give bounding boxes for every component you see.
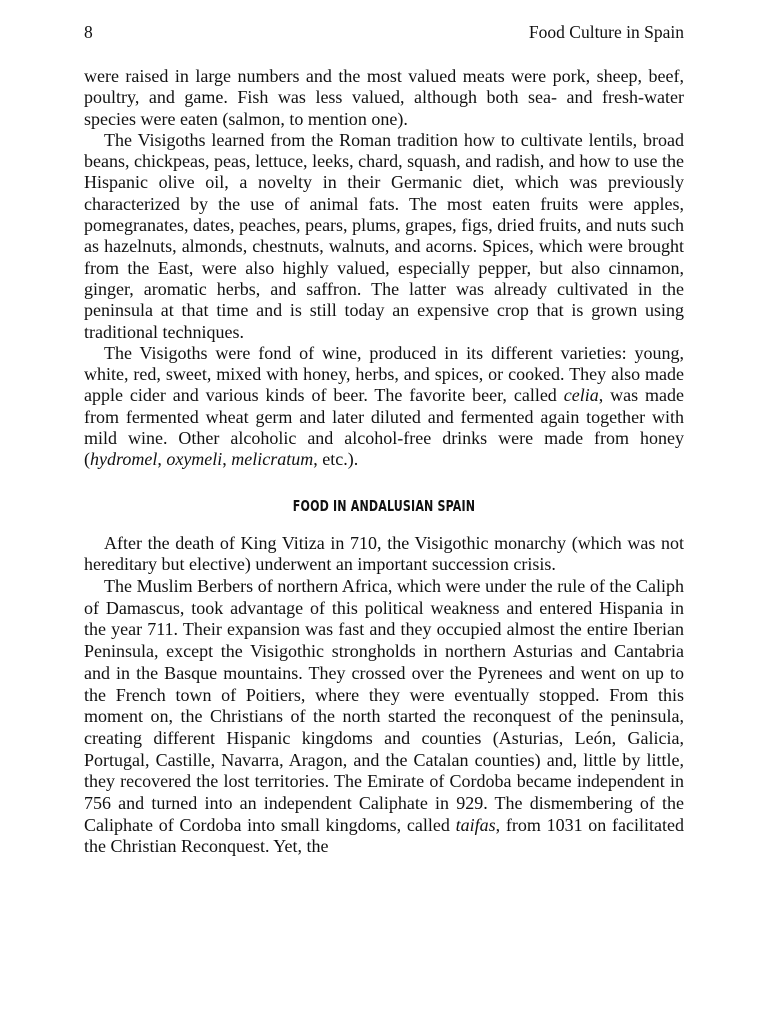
text-run: , bbox=[157, 449, 167, 470]
intro-text bbox=[84, 66, 684, 471]
text-run: , was made from fermented wheat germ and later diluted and fermented again together with mild wine. Other alcoholic and alcohol-free drinks were made from honey ( bbox=[84, 385, 684, 470]
text-run: After the death of King Vitiza in 710, the Visigothic monarchy (which was not hereditary but elective) underwent an important succession crisis. bbox=[84, 532, 684, 575]
italic-term: celia bbox=[563, 385, 599, 406]
paragraph bbox=[84, 576, 684, 858]
text-run: , bbox=[222, 449, 232, 470]
section-heading: FOOD IN ANDALUSIAN SPAIN bbox=[292, 496, 476, 515]
text-run: The Muslim Berbers of northern Africa, which were under the rule of the Caliph of Damascus, took advantage of this political weakness and entered Hispania in the year 711. Their expansion was fast and they occupied almost the entire Iberian Peninsula, except the Visigothic strongholds in northern Asturias and Cantabria and in the Basque mountains. They crossed over the Pyrenees and went on up to the French town of Poitiers, where they were eventually stopped. From this moment on, the Christians of the north started the reconquest of the peninsula, creating different Hispanic kingdoms and counties (Asturias, León, Galicia, Portugal, Castille, Navarra, Aragon, and the Catalan counties) and, little by little, they recovered the lost territories. The Emirate of Cordoba became independent in 756 and turned into an independent Caliphate in 929. The dismembering of the Caliphate of Cordoba into small kingdoms, called bbox=[84, 576, 684, 835]
running-title: Food Culture in Spain bbox=[528, 22, 684, 42]
running-header bbox=[84, 22, 684, 52]
text-run: The Visigoths were fond of wine, produced in its different varieties: young, white, red, sweet, mixed with honey, herbs, and spices, or cooked. They also made apple cider and various kinds of beer. The favorite beer, called bbox=[84, 342, 684, 406]
text-run: were raised in large numbers and the most valued meats were pork, sheep, beef, poultry, and game. Fish was less valued, although both sea- and fresh-water species were eaten (salmon, to mention one). bbox=[84, 66, 684, 129]
italic-term: melicratum bbox=[231, 449, 314, 470]
text-run: , etc.). bbox=[313, 449, 359, 470]
paragraph bbox=[84, 66, 684, 130]
paragraph bbox=[84, 130, 684, 343]
italic-term: oxymeli bbox=[166, 449, 223, 470]
paragraph bbox=[84, 533, 684, 576]
text-run: , from 1031 on facilitated the Christian Reconquest. Yet, the bbox=[84, 814, 684, 857]
italic-term: hydromel bbox=[90, 449, 158, 470]
italic-term: taifas bbox=[455, 814, 496, 835]
page-number: 8 bbox=[84, 22, 93, 42]
paragraph bbox=[84, 343, 684, 471]
text-run: The Visigoths learned from the Roman tradition how to cultivate lentils, broad beans, chickpeas, peas, lettuce, leeks, chard, squash, and radish, and how to use the Hispanic olive oil, a novelty in their Germanic diet, which was previously characterized by the use of animal fats. The most eaten fruits were apples, pomegranates, dates, peaches, pears, plums, grapes, figs, dried fruits, and nuts such as hazelnuts, almonds, chestnuts, walnuts, and acorns. Spices, which were brought from the East, were also highly valued, especially pepper, but also cinnamon, ginger, aromatic herbs, and saffron. The latter was already cultivated in the peninsula at that time and is still today an expensive crop that is grown using traditional techniques. bbox=[84, 129, 684, 342]
section-text bbox=[84, 533, 684, 859]
book-page bbox=[84, 22, 684, 858]
